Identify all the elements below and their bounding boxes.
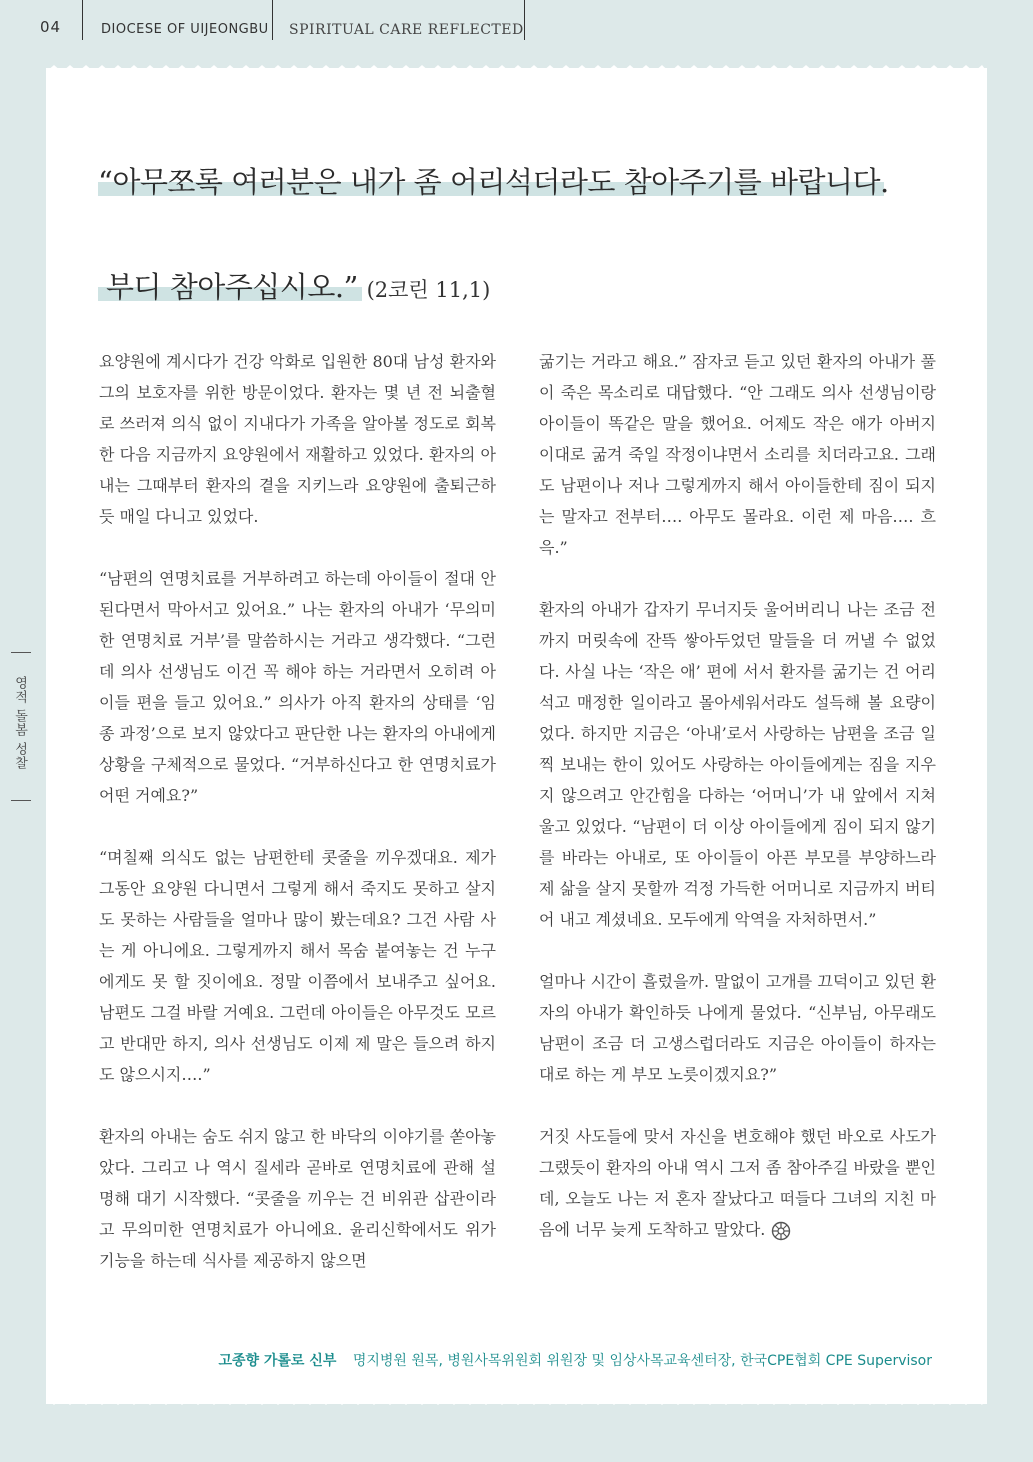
paragraph: 환자의 아내가 갑자기 무너지듯 울어버리니 나는 조금 전까지 머릿속에 잔뜩 쌓아두었던 말들을 더 꺼낼 수 없었다. 사실 나는 ‘작은 애’ 편에 서서 환자를 굶기는 건 어리석고 매정한 일이라고 몰아세워서라도 설득해 볼 요량이었다. 하지만 지금은 ‘아내’로서 사랑하는 남편을 조금 일찍 보내는 한이 있어도 사랑하는 아이들에게는 짐을 지우지 않으려고 안간힘을 다하는 ‘어머니’가 내 앞에서 지쳐 울고 있었다. “남편이 더 이상 아이들에게 짐이 되지 않기를 바라는 아내로, 또 아이들이 아픈 부모를 부양하느라 제 삶을 살지 못할까 걱정 가득한 어머니로 지금까지 버티어 내고 계셨네요. 모두에게 악역을 자처하면서.” — [539, 600, 936, 929]
paragraph: 얼마나 시간이 흘렀을까. 말없이 고개를 끄덕이고 있던 환자의 아내가 확인하듯 나에게 물었다. “신부님, 아무래도 남편이 조금 더 고생스럽더라도 지금은 아이들이 하자는 대로 하는 게 부모 노릇이겠지요?” — [539, 972, 936, 1084]
paragraph: “며칠째 의식도 없는 남편한테 콧줄을 끼우겠대요. 제가 그동안 요양원 다니면서 그렇게 해서 죽지도 못하고 살지도 못하는 사람들을 얼마나 많이 봤는데요? 그건 사람 사는 게 아니에요. 그렇게까지 해서 목숨 붙여놓는 건 누구에게도 못 할 짓이에요. 정말 이쯤에서 보내주고 싶어요. 남편도 그걸 바랄 거예요. 그런데 아이들은 아무것도 모르고 반대만 하지, 의사 선생님도 이제 제 말은 들으려 하지도 않으시지….” — [99, 848, 496, 1084]
author-footer — [218, 1350, 932, 1370]
paragraph: 굶기는 거라고 해요.” 잠자코 듣고 있던 환자의 아내가 풀이 죽은 목소리로 대답했다. “안 그래도 의사 선생님이랑 아이들이 똑같은 말을 했어요. 어제도 작은 애가 아버지 이대로 굶겨 죽일 작정이냐면서 소리를 치더라고요. 그래도 남편이나 저나 그렇게까지 해서 아이들한테 짐이 되지는 말자고 전부터…. 아무도 몰라요. 이런 제 마음…. 흐윽.” — [539, 352, 936, 557]
side-divider — [11, 800, 31, 801]
author-name: 고종향 가롤로 신부 — [218, 1353, 337, 1369]
paragraph: 요양원에 계시다가 건강 악화로 입원한 80대 남성 환자와 그의 보호자를 위한 방문이었다. 환자는 몇 년 전 뇌출혈로 쓰러져 의식 없이 지내다가 가족을 알아볼 정도로 회복한 다음 지금까지 요양원에서 재활하고 있었다. 환자의 아내는 그때부터 환자의 곁을 지키느라 요양원에 출퇴근하듯 매일 다니고 있었다. — [99, 352, 496, 526]
side-label: 영적 돌봄 성찰 — [12, 676, 27, 771]
section-title: SPIRITUAL CARE REFLECTED — [289, 22, 524, 38]
side-divider — [11, 652, 31, 653]
right-column — [539, 346, 936, 1276]
paper-bottom-edge — [46, 1398, 987, 1408]
scripture-quote — [98, 160, 918, 304]
page-header — [0, 0, 1033, 44]
quote-line-1 — [98, 160, 918, 201]
end-mark-icon — [771, 1221, 791, 1241]
paragraph-last — [539, 1121, 936, 1245]
page-number: 04 — [40, 18, 62, 36]
header-divider — [82, 0, 83, 40]
quote-line-2 — [106, 265, 926, 306]
quote-line-1-text: “아무쪼록 여러분은 내가 좀 어리석더라도 참아주기를 바랍니다. — [98, 165, 889, 199]
paragraph-text: 거짓 사도들에 맞서 자신을 변호해야 했던 바오로 사도가 그랬듯이 환자의 아내 역시 그저 좀 참아주길 바랐을 뿐인데, 오늘도 나는 저 혼자 잘났다고 떠들다 그녀의 지친 마음에 너무 늦게 도착하고 말았다. — [539, 1127, 936, 1239]
header-divider — [524, 0, 525, 40]
author-role: 명지병원 원목, 병원사목위원회 위원장 및 임상사목교육센터장, 한국CPE협회 CPE Supervisor — [352, 1353, 932, 1369]
left-column — [99, 346, 496, 1307]
quote-citation: (2코린 11,1) — [366, 278, 491, 302]
paragraph: “남편의 연명치료를 거부하려고 하는데 아이들이 절대 안 된다면서 막아서고 있어요.” 나는 환자의 아내가 ‘무의미한 연명치료 거부’를 말씀하시는 거라고 생각했다. “그런데 의사 선생님도 이건 꼭 해야 하는 거라면서 오히려 아이들 편을 들고 있어요.” 의사가 아직 환자의 상태를 ‘임종 과정’으로 보지 않았다고 판단한 나는 환자의 아내에게 상황을 구체적으로 물었다. “거부하신다고 한 연명치료가 어떤 거예요?” — [99, 569, 496, 805]
quote-line-2-text: 부디 참아주십시오.” — [106, 270, 358, 304]
diocese-name: DIOCESE OF UIJEONGBU — [101, 22, 269, 37]
header-divider — [272, 0, 273, 40]
paragraph: 환자의 아내는 숨도 쉬지 않고 한 바닥의 이야기를 쏟아놓았다. 그리고 나 역시 질세라 곧바로 연명치료에 관해 설명해 대기 시작했다. “콧줄을 끼우는 건 비위관 삽관이라고 무의미한 연명치료가 아니에요. 윤리신학에서도 위가 기능을 하는데 식사를 제공하지 않으면 — [99, 1127, 496, 1270]
